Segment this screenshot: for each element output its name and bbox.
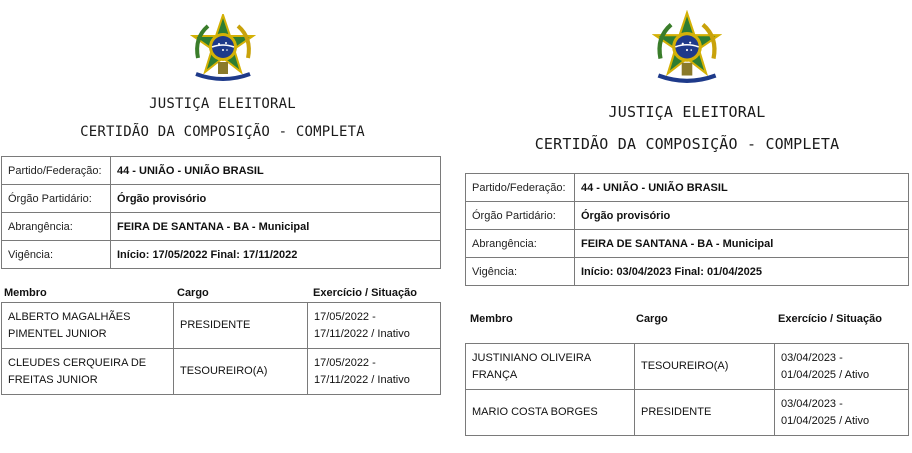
info-row <box>466 258 909 286</box>
info-row <box>2 185 441 213</box>
party-info-table <box>1 156 441 269</box>
table-row <box>466 390 909 436</box>
divider <box>448 0 458 453</box>
certificate-left <box>0 0 445 453</box>
member-name: JUSTINIANO OLIVEIRA FRANÇA <box>466 344 635 390</box>
member-role: TESOUREIRO(A) <box>635 344 775 390</box>
info-value: 44 - UNIÃO - UNIÃO BRASIL <box>111 157 441 185</box>
info-value: Órgão provisório <box>575 202 909 230</box>
members-table <box>465 343 909 436</box>
info-label: Partido/Federação: <box>2 157 111 185</box>
info-row <box>2 241 441 269</box>
info-label: Partido/Federação: <box>466 174 575 202</box>
role-column-header: Cargo <box>636 313 668 325</box>
member-role: TESOUREIRO(A) <box>174 349 308 395</box>
member-term: 03/04/2023 - 01/04/2025 / Ativo <box>775 344 909 390</box>
institution-name: JUSTIÇA ELEITORAL <box>149 96 296 112</box>
member-name: MARIO COSTA BORGES <box>466 390 635 436</box>
term-column-header: Exercício / Situação <box>313 287 417 299</box>
member-term: 17/05/2022 - 17/11/2022 / Inativo <box>308 303 441 349</box>
info-label: Órgão Partidário: <box>466 202 575 230</box>
party-info-table <box>465 173 909 286</box>
info-row <box>2 157 441 185</box>
info-label: Órgão Partidário: <box>2 185 111 213</box>
info-label: Abrangência: <box>2 213 111 241</box>
table-row <box>2 349 441 395</box>
info-value: Início: 03/04/2023 Final: 01/04/2025 <box>575 258 909 286</box>
info-row <box>466 230 909 258</box>
member-term: 17/05/2022 - 17/11/2022 / Inativo <box>308 349 441 395</box>
member-term: 03/04/2023 - 01/04/2025 / Ativo <box>775 390 909 436</box>
members-table <box>1 302 441 395</box>
role-column-header: Cargo <box>177 287 209 299</box>
info-value: FEIRA DE SANTANA - BA - Municipal <box>575 230 909 258</box>
term-column-header: Exercício / Situação <box>778 313 882 325</box>
member-column-header: Membro <box>470 313 513 325</box>
member-name: CLEUDES CERQUEIRA DE FREITAS JUNIOR <box>2 349 174 395</box>
brazil-coat-of-arms-icon <box>190 14 256 84</box>
member-column-header: Membro <box>4 287 47 299</box>
certificate-title: CERTIDÃO DA COMPOSIÇÃO - COMPLETA <box>534 135 840 153</box>
info-row <box>2 213 441 241</box>
brazil-coat-of-arms-icon <box>652 10 722 88</box>
table-row <box>2 303 441 349</box>
info-value: 44 - UNIÃO - UNIÃO BRASIL <box>575 174 909 202</box>
table-row <box>466 344 909 390</box>
info-label: Abrangência: <box>466 230 575 258</box>
info-row <box>466 202 909 230</box>
info-label: Vigência: <box>466 258 575 286</box>
info-value: Início: 17/05/2022 Final: 17/11/2022 <box>111 241 441 269</box>
member-role: PRESIDENTE <box>635 390 775 436</box>
info-row <box>466 174 909 202</box>
info-value: Órgão provisório <box>111 185 441 213</box>
institution-name: JUSTIÇA ELEITORAL <box>608 103 766 121</box>
member-role: PRESIDENTE <box>174 303 308 349</box>
info-label: Vigência: <box>2 241 111 269</box>
member-name: ALBERTO MAGALHÃES PIMENTEL JUNIOR <box>2 303 174 349</box>
info-value: FEIRA DE SANTANA - BA - Municipal <box>111 213 441 241</box>
certificate-right <box>462 0 912 453</box>
certificate-title: CERTIDÃO DA COMPOSIÇÃO - COMPLETA <box>80 124 365 140</box>
